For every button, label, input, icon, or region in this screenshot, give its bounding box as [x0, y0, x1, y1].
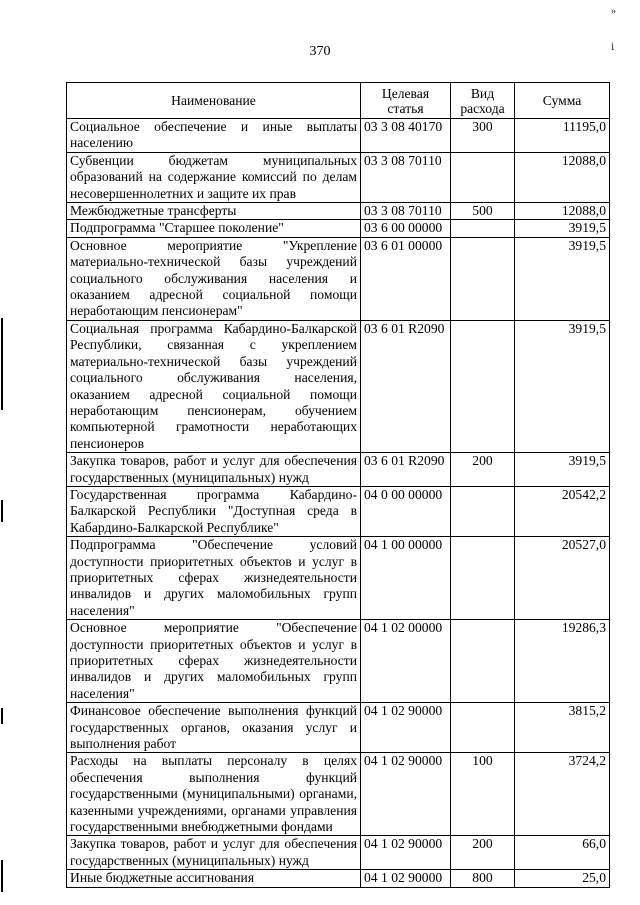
- row-amount-cell: 20542,2: [515, 486, 610, 536]
- row-target-article-cell: 04 1 02 90000: [361, 753, 451, 836]
- table-header-row: [67, 83, 610, 119]
- row-target-article-cell: 03 3 08 70110: [361, 152, 451, 202]
- scan-edge-line: [1, 860, 3, 892]
- row-target-article-cell: 04 1 00 00000: [361, 537, 451, 620]
- table-row: [67, 486, 610, 536]
- row-name-cell: Субвенции бюджетам муниципальных образований на содержание комиссий по делам несовершеннолетних и защите их прав: [67, 152, 361, 202]
- row-name-cell: Финансовое обеспечение выполнения функций государственных органов, оказания услуг и выполнения работ: [67, 703, 361, 753]
- row-name-cell: Основное мероприятие "Обеспечение доступности приоритетных объектов и услуг в приоритетных сферах жизнедеятельности инвалидов и других маломобильных групп населения": [67, 620, 361, 703]
- row-name-cell: Закупка товаров, работ и услуг для обеспечения государственных (муниципальных) нужд: [67, 836, 361, 870]
- table-row: [67, 453, 610, 487]
- scan-edge-line: [1, 500, 3, 522]
- row-name-cell: Расходы на выплаты персоналу в целях обеспечения выполнения функций государственными (муниципальными) органами, казенными учреждениями, органами управления государственными внебюджетными фондами: [67, 753, 361, 836]
- row-name-cell: Подпрограмма "Старшее поколение": [67, 220, 361, 237]
- header-target-article: Целевая статья: [361, 83, 451, 119]
- scan-mark: ⅰ: [611, 42, 615, 53]
- table-row: [67, 620, 610, 703]
- table-row: [67, 320, 610, 452]
- row-name-cell: Основное мероприятие "Укрепление материально-технической базы учреждений социального обслуживания населения и оказанием адресной социальной помощи неработающим пенсионерам": [67, 237, 361, 320]
- table-row: [67, 220, 610, 237]
- header-name: Наименование: [67, 83, 361, 119]
- row-amount-cell: 11195,0: [515, 119, 610, 153]
- row-target-article-cell: 03 6 01 R2090: [361, 320, 451, 452]
- row-amount-cell: 3919,5: [515, 237, 610, 320]
- row-amount-cell: 3815,2: [515, 703, 610, 753]
- row-target-article-cell: 04 1 02 90000: [361, 870, 451, 887]
- row-name-cell: Подпрограмма "Обеспечение условий доступности приоритетных объектов и услуг в приоритетных сферах жизнедеятельности инвалидов и других маломобильных групп населения": [67, 537, 361, 620]
- row-name-cell: Закупка товаров, работ и услуг для обеспечения государственных (муниципальных) нужд: [67, 453, 361, 487]
- row-expense-type-cell: [451, 486, 515, 536]
- row-name-cell: Социальная программа Кабардино-Балкарской Республики, связанная с укреплением материально-технической базы учреждений социального обслуживания населения, оказанием адресной социальной помощи неработающим пенсионерам, обучением компьютерной грамотности неработающих пенсионеров: [67, 320, 361, 452]
- row-expense-type-cell: 800: [451, 870, 515, 887]
- row-name-cell: Государственная программа Кабардино-Балкарской Республики "Доступная среда в Кабардино-Балкарской Республике": [67, 486, 361, 536]
- row-target-article-cell: 04 1 02 00000: [361, 620, 451, 703]
- row-expense-type-cell: [451, 703, 515, 753]
- row-expense-type-cell: [451, 620, 515, 703]
- row-amount-cell: 12088,0: [515, 203, 610, 220]
- row-expense-type-cell: [451, 237, 515, 320]
- row-amount-cell: 25,0: [515, 870, 610, 887]
- table-row: [67, 870, 610, 887]
- row-target-article-cell: 03 3 08 70110: [361, 203, 451, 220]
- scan-edge-line: [1, 708, 3, 724]
- row-expense-type-cell: 100: [451, 753, 515, 836]
- table-row: [67, 703, 610, 753]
- row-expense-type-cell: 200: [451, 453, 515, 487]
- table-row: [67, 537, 610, 620]
- row-amount-cell: 3919,5: [515, 220, 610, 237]
- row-target-article-cell: 03 6 00 00000: [361, 220, 451, 237]
- row-amount-cell: 66,0: [515, 836, 610, 870]
- row-name-cell: Социальное обеспечение и иные выплаты населению: [67, 119, 361, 153]
- table-row: [67, 836, 610, 870]
- row-amount-cell: 19286,3: [515, 620, 610, 703]
- table-row: [67, 203, 610, 220]
- table-row: [67, 152, 610, 202]
- row-target-article-cell: 03 6 01 R2090: [361, 453, 451, 487]
- row-name-cell: Межбюджетные трансферты: [67, 203, 361, 220]
- scan-mark: »: [611, 6, 616, 17]
- row-amount-cell: 3724,2: [515, 753, 610, 836]
- header-amount: Сумма: [515, 83, 610, 119]
- row-amount-cell: 3919,5: [515, 453, 610, 487]
- row-expense-type-cell: [451, 220, 515, 237]
- row-target-article-cell: 03 3 08 40170: [361, 119, 451, 153]
- row-expense-type-cell: 200: [451, 836, 515, 870]
- page-number: 370: [309, 44, 331, 59]
- row-expense-type-cell: 500: [451, 203, 515, 220]
- row-expense-type-cell: [451, 537, 515, 620]
- row-target-article-cell: 04 0 00 00000: [361, 486, 451, 536]
- row-amount-cell: 12088,0: [515, 152, 610, 202]
- header-expense-type: Вид расхода: [451, 83, 515, 119]
- row-expense-type-cell: [451, 320, 515, 452]
- row-target-article-cell: 04 1 02 90000: [361, 836, 451, 870]
- table-row: [67, 753, 610, 836]
- row-amount-cell: 20527,0: [515, 537, 610, 620]
- table-body: [67, 119, 610, 888]
- budget-table: [66, 82, 610, 888]
- row-target-article-cell: 04 1 02 90000: [361, 703, 451, 753]
- scan-edge-line: [1, 318, 3, 410]
- row-target-article-cell: 03 6 01 00000: [361, 237, 451, 320]
- table-row: [67, 237, 610, 320]
- table-row: [67, 119, 610, 153]
- row-name-cell: Иные бюджетные ассигнования: [67, 870, 361, 887]
- row-expense-type-cell: 300: [451, 119, 515, 153]
- row-expense-type-cell: [451, 152, 515, 202]
- row-amount-cell: 3919,5: [515, 320, 610, 452]
